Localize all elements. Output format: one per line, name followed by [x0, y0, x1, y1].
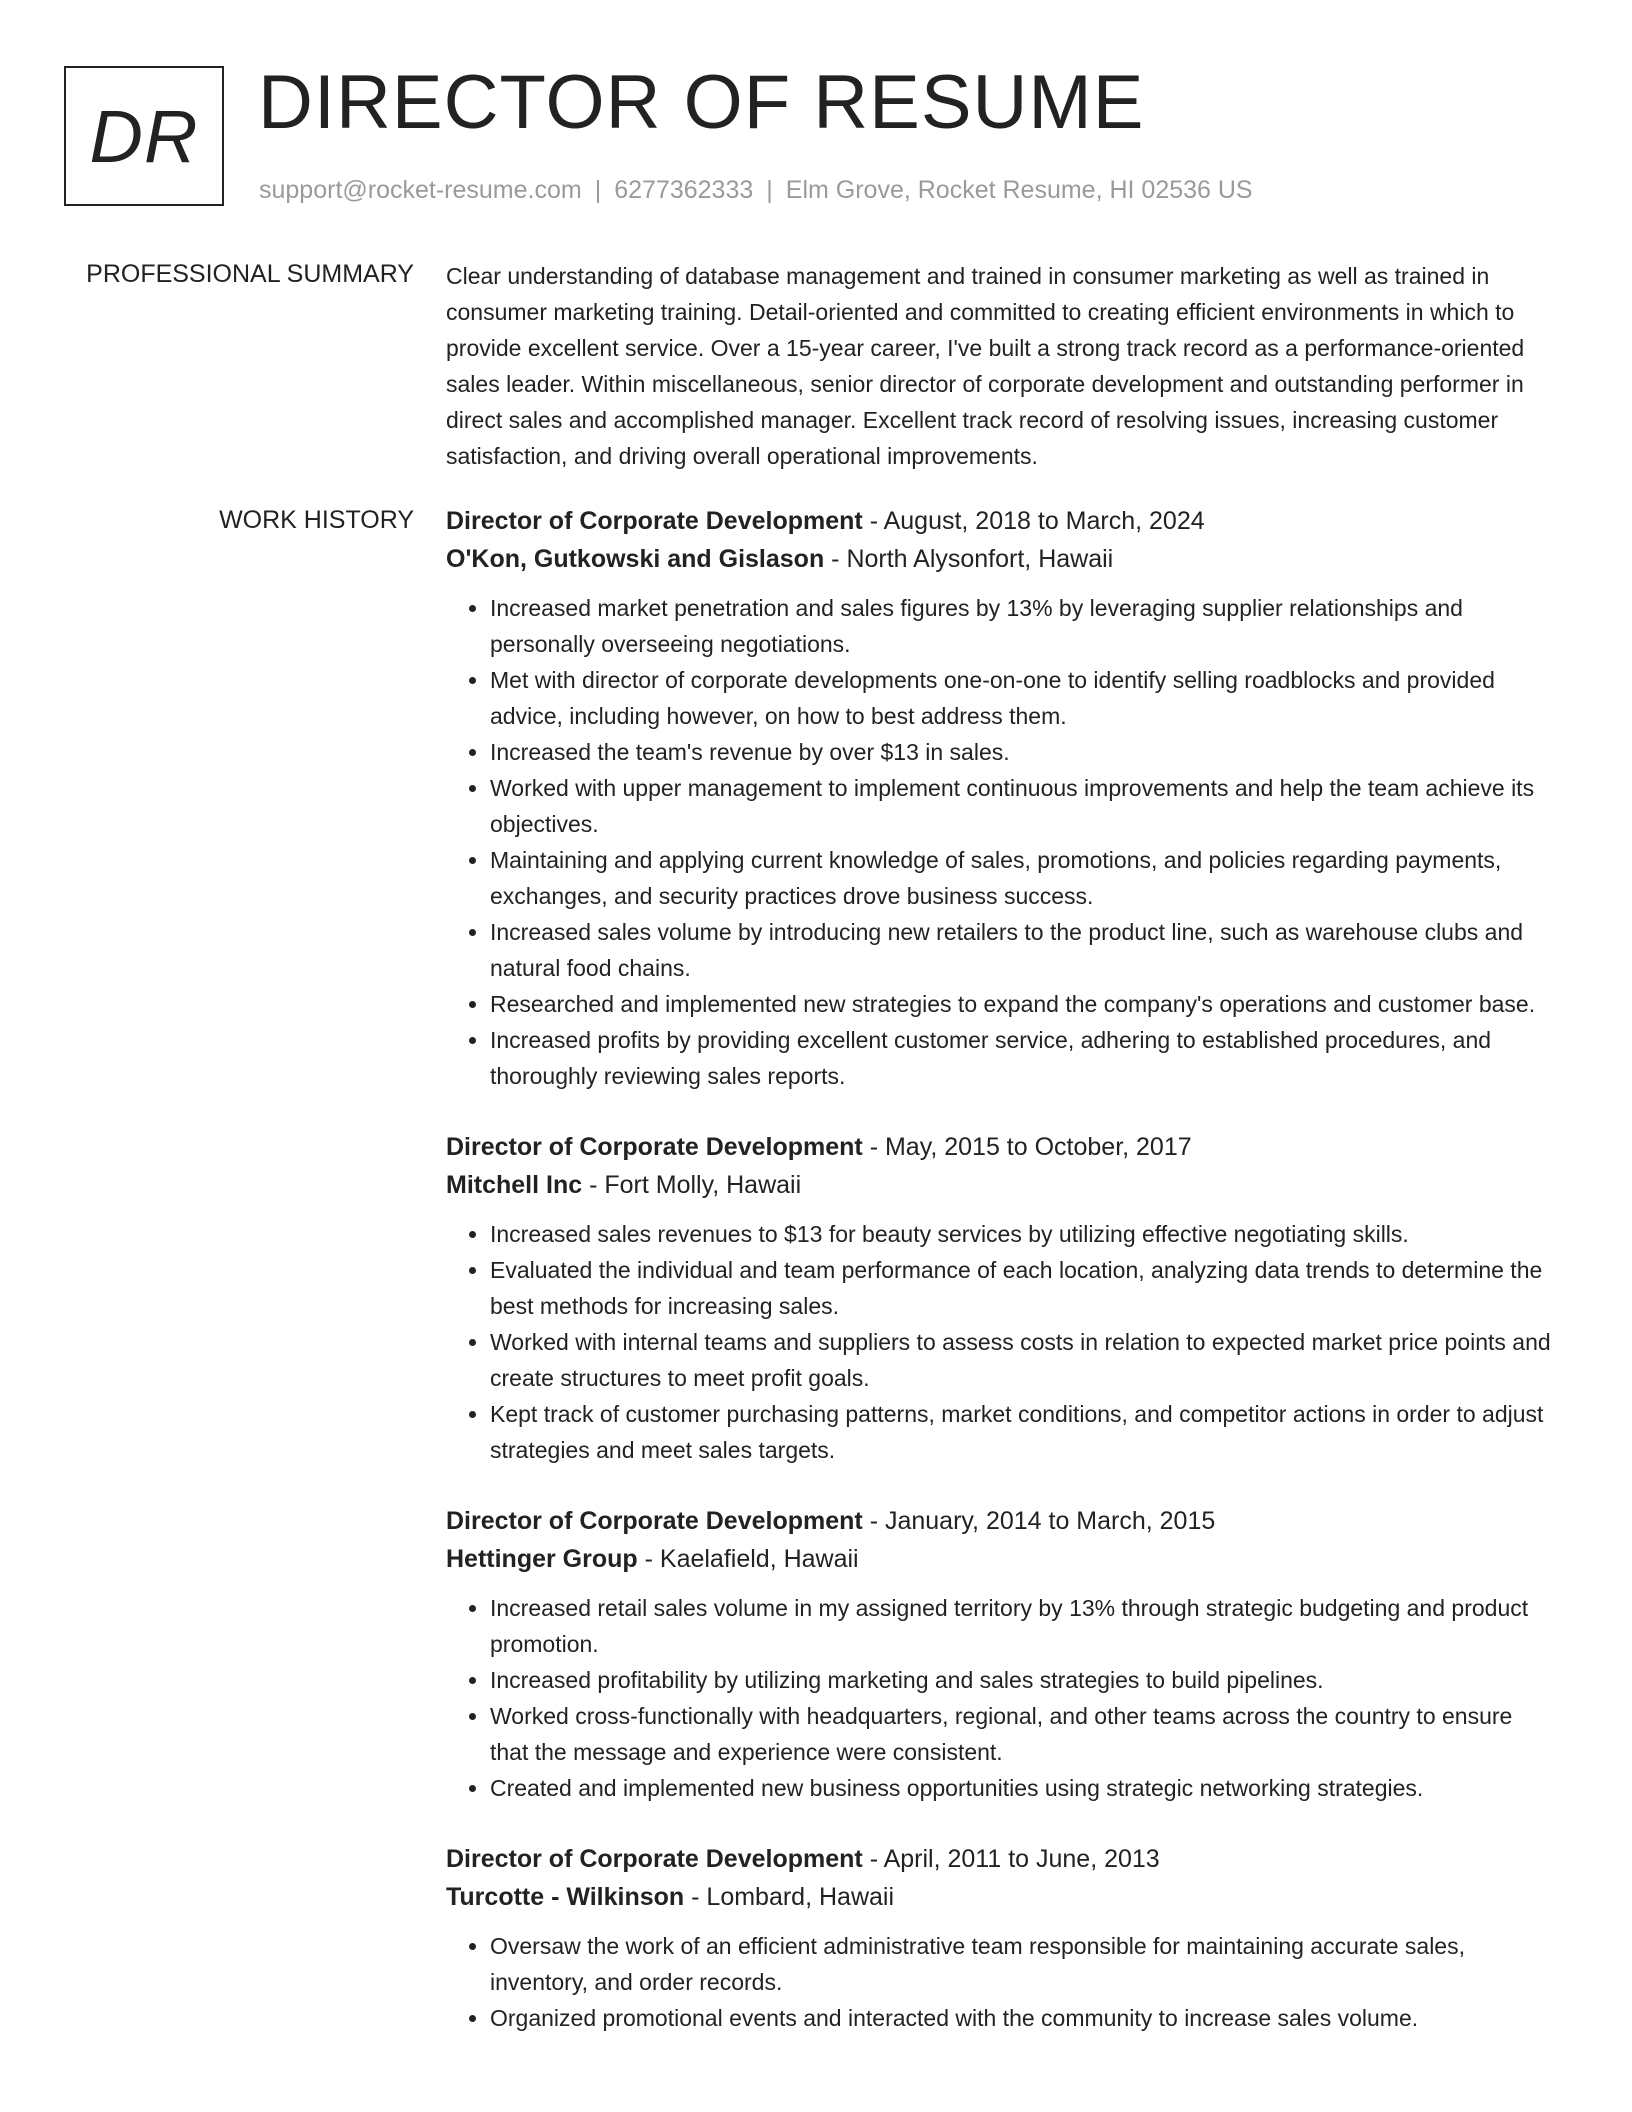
job-location: - Lombard, Hawaii [684, 1883, 895, 1911]
job-title: Director of Corporate Development [446, 1845, 863, 1873]
job-bullet-list [446, 1590, 1556, 1806]
job-bullet: • Organized promotional events and interacted with the community to increase sales volume. [490, 2000, 1556, 2036]
job-company: O'Kon, Gutkowski and Gislason [446, 545, 825, 573]
job-bullet: • Increased the team's revenue by over $13 in sales. [490, 734, 1556, 770]
monogram-logo [64, 66, 224, 206]
job-title-line [446, 502, 1556, 540]
job-bullet: • Researched and implemented new strategies to expand the company's operations and customer base. [490, 986, 1556, 1022]
summary-text: Clear understanding of database management and trained in consumer marketing as well as trained in consumer marketing training. Detail-oriented and committed to creating efficient environments in which to provide excellent service. Over a 15-year career, I've built a strong track record as a performance-oriented sales leader. Within miscellaneous, senior director of corporate development and outstanding performer in direct sales and accomplished manager. Excellent track record of resolving issues, increasing customer satisfaction, and driving overall operational improvements. [446, 263, 1525, 469]
job-entry [446, 1840, 1556, 2036]
job-bullet: • Worked with upper management to implement continuous improvements and help the team achieve its objectives. [490, 770, 1556, 842]
contact-email[interactable]: support@rocket-resume.com [259, 176, 582, 204]
job-title: Director of Corporate Development [446, 1507, 863, 1535]
job-dates: - August, 2018 to March, 2024 [862, 507, 1205, 535]
job-bullet: • Increased market penetration and sales figures by 13% by leveraging supplier relationships and personally overseeing negotiations. [490, 590, 1556, 662]
job-title-line [446, 1840, 1556, 1878]
summary-heading: PROFESSIONAL SUMMARY [86, 260, 414, 288]
job-bullet: • Worked with internal teams and suppliers to assess costs in relation to expected market price points and create structures to meet profit goals. [490, 1324, 1556, 1396]
job-bullet: • Met with director of corporate developments one-on-one to identify selling roadblocks and provided advice, including however, on how to best address them. [490, 662, 1556, 734]
job-bullet: • Increased retail sales volume in my assigned territory by 13% through strategic budgeting and product promotion. [490, 1590, 1556, 1662]
job-company: Hettinger Group [446, 1545, 638, 1573]
job-entry [446, 1502, 1556, 1806]
job-dates: - May, 2015 to October, 2017 [862, 1133, 1192, 1161]
job-bullet-list [446, 1928, 1556, 2036]
job-location: - Kaelafield, Hawaii [637, 1545, 859, 1573]
job-bullet: • Increased profitability by utilizing marketing and sales strategies to build pipelines. [490, 1662, 1556, 1698]
monogram-initials: DR [89, 94, 199, 178]
contact-separator: | [766, 176, 773, 204]
job-title: Director of Corporate Development [446, 1133, 863, 1161]
job-company-line [446, 540, 1556, 578]
work-history-heading: WORK HISTORY [219, 506, 414, 534]
job-title-line [446, 1502, 1556, 1540]
job-bullet: • Oversaw the work of an efficient administrative team responsible for maintaining accurate sales, inventory, and order records. [490, 1928, 1556, 2000]
job-entry [446, 1128, 1556, 1468]
job-company-line [446, 1166, 1556, 1204]
job-bullet: • Evaluated the individual and team performance of each location, analyzing data trends to determine the best methods for increasing sales. [490, 1252, 1556, 1324]
job-bullet: • Kept track of customer purchasing patterns, market conditions, and competitor actions in order to adjust strategies and meet sales targets. [490, 1396, 1556, 1468]
job-title: Director of Corporate Development [446, 507, 863, 535]
contact-phone[interactable]: 6277362333 [614, 176, 754, 204]
job-company-line [446, 1540, 1556, 1578]
resume-name: DIRECTOR OF RESUME [258, 60, 1145, 145]
job-company: Mitchell Inc [446, 1171, 583, 1199]
job-entry [446, 502, 1556, 1094]
job-bullet: • Increased sales revenues to $13 for beauty services by utilizing effective negotiating skills. [490, 1216, 1556, 1252]
work-history-section [446, 502, 1556, 2070]
job-title-line [446, 1128, 1556, 1166]
jobs-list [446, 502, 1556, 2036]
job-bullet: • Worked cross-functionally with headquarters, regional, and other teams across the country to ensure that the message and experience were consistent. [490, 1698, 1556, 1770]
job-bullet: • Maintaining and applying current knowledge of sales, promotions, and policies regarding payments, exchanges, and security practices drove business success. [490, 842, 1556, 914]
job-bullet: • Increased profits by providing excellent customer service, adhering to established procedures, and thoroughly reviewing sales reports. [490, 1022, 1556, 1094]
job-company: Turcotte - Wilkinson [446, 1883, 685, 1911]
job-bullet: • Created and implemented new business opportunities using strategic networking strategies. [490, 1770, 1556, 1806]
job-bullet: • Increased sales volume by introducing new retailers to the product line, such as warehouse clubs and natural food chains. [490, 914, 1556, 986]
job-company-line [446, 1878, 1556, 1916]
contact-separator: | [594, 176, 602, 204]
job-dates: - April, 2011 to June, 2013 [862, 1845, 1160, 1873]
job-bullet-list [446, 590, 1556, 1094]
job-bullet-list [446, 1216, 1556, 1468]
summary-section [446, 258, 1556, 474]
contact-address: Elm Grove, Rocket Resume, HI 02536 US [785, 176, 1253, 204]
job-location: - North Alysonfort, Hawaii [824, 545, 1114, 573]
contact-line [259, 174, 1253, 206]
job-dates: - January, 2014 to March, 2015 [862, 1507, 1216, 1535]
job-location: - Fort Molly, Hawaii [582, 1171, 802, 1199]
